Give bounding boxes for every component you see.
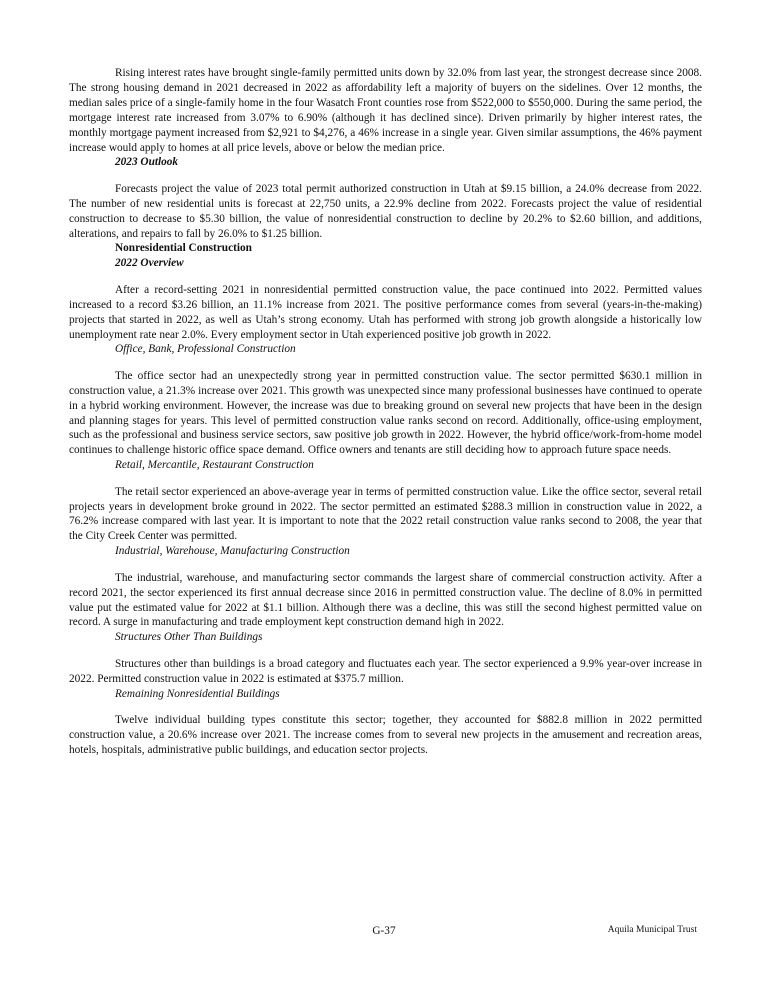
housing-paragraph: Rising interest rates have brought single-family permitted units down by 32.0% from last year, the strongest decrease since 2008. The strong housing demand in 2021 decreased in 2022 as affordability left a majority of buyers on the sidelines. Over 12 months, the median sales price of a single-family home in the four Wasatch Front counties rose from $522,000 to $550,000. During the same period, the mortgage interest rate increased from 3.07% to 6.90% (although it has declined since). Driven primarily by higher interest rates, the monthly mortgage payment increased from $2,921 to $4,276, a 46% increase in a single year. Given similar assumptions, the 46% payment increase would apply to homes at all price levels, above or below the median price.: [69, 67, 702, 154]
office-paragraph: The office sector had an unexpectedly strong year in permitted construction value. The sector permitted $630.1 million in construction value, a 21.3% increase over 2021. This growth was unexpected since many professional businesses have continued to operate in a hybrid working environment. However, the increase was due to breaking ground on several new projects that have been in the design and planning stages for years. This level of permitted construction value ranks second on record. Additionally, office-using employment, such as the professional and business service sectors, saw positive job growth in 2022. However, the hybrid office/work-from-home model continues to challenge historic office space demand. Office owners and tenants are still deciding how to approach future space needs.: [69, 369, 702, 457]
document-page: [69, 66, 702, 758]
overview-paragraph: After a record-setting 2021 in nonresidential permitted construction value, the pace continued into 2022. Permitted values increased to a record $3.26 billion, an 11.1% increase from 2021. The positive performance comes from several (years-in-the-making) projects that started in 2022, as well as Utah’s strong economy. Utah has performed with strong job growth alongside a historically low unemployment rate near 2.0%. Every employment sector in Utah experienced positive job growth in 2022.: [69, 283, 702, 341]
page-number: G-37: [372, 925, 396, 937]
structures-paragraph: Structures other than buildings is a broad category and fluctuates each year. The sector experienced a 9.9% year-over increase in 2022. Permitted construction value in 2022 is estimated at $375.7 million.: [69, 657, 702, 685]
footer-organization: Aquila Municipal Trust: [607, 925, 697, 935]
heading-retail-construction: Retail, Mercantile, Restaurant Construction: [115, 459, 314, 472]
heading-2023-outlook: 2023 Outlook: [115, 156, 179, 169]
heading-office-construction: Office, Bank, Professional Construction: [115, 343, 296, 356]
heading-remaining-nonresidential: Remaining Nonresidential Buildings: [115, 687, 280, 700]
industrial-paragraph: The industrial, warehouse, and manufacturing sector commands the largest share of commercial construction activity. After a record 2021, the sector experienced its first annual decrease since 2016 in permitted construction value. The decline of 8.0% in permitted value put the estimated value for 2022 at $1.1 billion. Although there was a decline, this was still the second highest permitted value on record. A surge in manufacturing and trade employment kept construction demand high in 2022.: [69, 571, 702, 629]
heading-structures-other: Structures Other Than Buildings: [115, 631, 263, 644]
retail-paragraph: The retail sector experienced an above-average year in terms of permitted construction value. Like the office sector, several retail projects years in development broke ground in 2022. The sector permitted an estimated $288.3 million in construction value in 2022, a 76.2% increase compared with last year. It is important to note that the 2022 retail construction value ranks second to 2008, the year that the City Creek Center was permitted.: [69, 485, 702, 543]
outlook-paragraph: Forecasts project the value of 2023 total permit authorized construction in Utah at $9.15 billion, a 24.0% decrease from 2022. The number of new residential units is forecast at 22,750 units, a 22.9% decline from 2022. Forecasts project the value of residential construction to decrease to $5.30 billion, the value of nonresidential construction to decline by 20.2% to $2.60 billion, and additions, alterations, and repairs to fall by 26.0% to $1.25 billion.: [69, 182, 702, 240]
heading-2022-overview: 2022 Overview: [115, 257, 184, 270]
heading-nonresidential-construction: Nonresidential Construction: [115, 242, 252, 255]
heading-industrial-construction: Industrial, Warehouse, Manufacturing Construction: [115, 545, 350, 558]
remaining-paragraph: Twelve individual building types constitute this sector; together, they accounted for $882.8 million in 2022 permitted construction value, a 20.6% increase over 2021. The increase comes from to several new projects in the amusement and recreation areas, hotels, hospitals, administrative public buildings, and education sector projects.: [69, 713, 702, 756]
